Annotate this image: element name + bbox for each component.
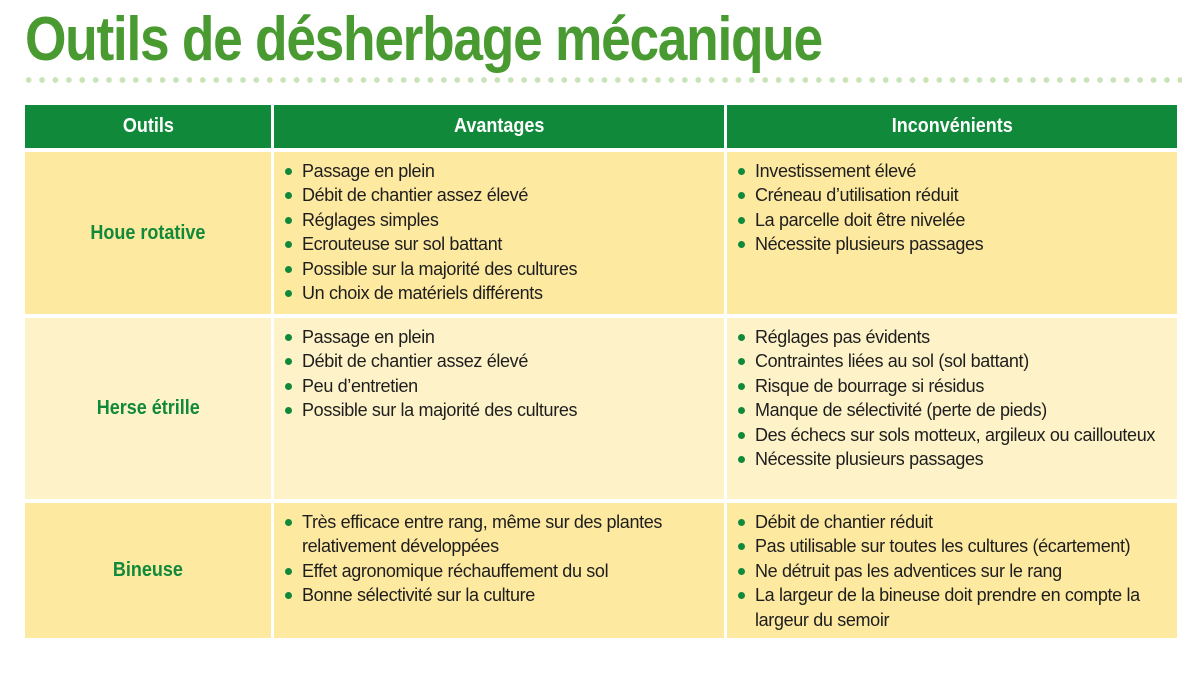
list-item [284, 257, 716, 281]
bullet-icon [738, 407, 745, 414]
list-item-text: Débit de chantier réduit [755, 512, 933, 532]
list-item [284, 374, 716, 398]
list-item-text: Passage en plein [302, 161, 435, 181]
drawbacks-cell [727, 503, 1177, 638]
header-row [25, 105, 1177, 148]
advantages-cell [274, 503, 724, 638]
list-item-text: Ne détruit pas les adventices sur le rang [755, 560, 1062, 581]
drawbacks-cell [727, 152, 1177, 314]
list-item [737, 423, 1169, 447]
bullet-icon [285, 241, 292, 248]
list-item-text: Bonne sélectivité sur la culture [302, 585, 535, 606]
list-item-text: Nécessite plusieurs passages [755, 234, 984, 255]
bullet-icon [738, 168, 745, 175]
page-title: Outils de désherbage mécanique [25, 5, 822, 74]
tool-name: Herse étrille [96, 397, 200, 420]
header-drawbacks-label: Inconvénients [891, 115, 1013, 137]
tool-cell [25, 503, 271, 638]
bullet-icon [285, 192, 292, 199]
bullet-icon [738, 456, 745, 463]
bullet-icon [738, 241, 745, 248]
list-item [737, 559, 1169, 583]
list-item [284, 325, 716, 349]
list-item-text: Très efficace entre rang, même sur des plantes relativement développées [302, 512, 663, 557]
list-item [737, 583, 1169, 632]
bullet-icon [738, 192, 745, 199]
bullet-icon [285, 334, 292, 341]
bullet-icon [738, 358, 745, 365]
list-item-text: La parcelle doit être nivelée [755, 209, 965, 230]
list-item [737, 510, 1169, 534]
bullet-icon [285, 358, 292, 365]
list-item-text: La largeur de la bineuse doit prendre en compte la largeur du semoir [755, 585, 1140, 630]
list-item-text: Un choix de matériels différents [302, 283, 543, 304]
list-item [737, 374, 1169, 398]
list-item-text: Passage en plein [302, 327, 435, 347]
drawbacks-list [737, 510, 1169, 632]
list-item [737, 398, 1169, 422]
list-item [737, 447, 1169, 471]
list-item [737, 534, 1169, 558]
list-item-text: Ecrouteuse sur sol battant [302, 234, 503, 255]
bullet-icon [285, 217, 292, 224]
list-item-text: Effet agronomique réchauffement du sol [302, 560, 609, 581]
advantages-cell [274, 318, 724, 499]
drawbacks-cell [727, 318, 1177, 499]
list-item-text: Peu d’entretien [302, 375, 418, 396]
bullet-icon [738, 543, 745, 550]
tool-cell [25, 318, 271, 499]
list-item [284, 349, 716, 373]
list-item-text: Contraintes liées au sol (sol battant) [755, 351, 1029, 372]
list-item [284, 559, 716, 583]
list-item-text: Risque de bourrage si résidus [755, 375, 984, 396]
list-item-text: Manque de sélectivité (perte de pieds) [755, 400, 1047, 421]
list-item-text: Réglages pas évidents [755, 327, 930, 347]
list-item [284, 232, 716, 256]
tool-name: Bineuse [112, 559, 184, 582]
bullet-icon [738, 592, 745, 599]
drawbacks-list [737, 159, 1169, 257]
list-item [737, 208, 1169, 232]
bullet-icon [738, 519, 745, 526]
list-item-text: Investissement élevé [755, 161, 917, 181]
bullet-icon [285, 168, 292, 175]
bullet-icon [738, 334, 745, 341]
list-item [737, 325, 1169, 349]
list-item-text: Pas utilisable sur toutes les cultures (écartement) [755, 536, 1131, 557]
list-item-text: Débit de chantier assez élevé [302, 351, 528, 372]
list-item-text: Possible sur la majorité des cultures [302, 400, 578, 421]
drawbacks-list [737, 325, 1169, 471]
tool-name: Houe rotative [90, 221, 206, 244]
list-item [737, 232, 1169, 256]
list-item [737, 159, 1169, 183]
list-item [284, 583, 716, 607]
dotted-divider [22, 75, 1182, 85]
header-advantages-label: Avantages [453, 115, 545, 137]
list-item-text: Débit de chantier assez élevé [302, 185, 528, 206]
bullet-icon [738, 383, 745, 390]
list-item [284, 159, 716, 183]
list-item [737, 183, 1169, 207]
header-advantages [274, 105, 724, 148]
list-item-text: Des échecs sur sols motteux, argileux ou caillouteux [755, 424, 1156, 445]
list-item-text: Créneau d’utilisation réduit [755, 185, 959, 206]
advantages-cell [274, 152, 724, 314]
list-item-text: Nécessite plusieurs passages [755, 449, 984, 470]
list-item [737, 349, 1169, 373]
header-drawbacks [727, 105, 1177, 148]
list-item [284, 208, 716, 232]
list-item-text: Possible sur la majorité des cultures [302, 258, 578, 279]
header-tools [25, 105, 271, 148]
list-item [284, 183, 716, 207]
bullet-icon [285, 407, 292, 414]
advantages-list [284, 325, 716, 423]
list-item [284, 281, 716, 305]
table-row [25, 318, 1177, 499]
bullet-icon [285, 592, 292, 599]
list-item-text: Réglages simples [302, 209, 439, 230]
table-row [25, 503, 1177, 638]
list-item [284, 510, 716, 559]
tools-table [22, 101, 1180, 642]
bullet-icon [285, 266, 292, 273]
advantages-list [284, 159, 716, 305]
bullet-icon [285, 519, 292, 526]
table-row [25, 152, 1177, 314]
advantages-list [284, 510, 716, 608]
bullet-icon [285, 383, 292, 390]
tool-cell [25, 152, 271, 314]
bullet-icon [285, 290, 292, 297]
bullet-icon [738, 568, 745, 575]
bullet-icon [738, 432, 745, 439]
bullet-icon [738, 217, 745, 224]
header-tools-label: Outils [122, 115, 174, 137]
bullet-icon [285, 568, 292, 575]
list-item [284, 398, 716, 422]
